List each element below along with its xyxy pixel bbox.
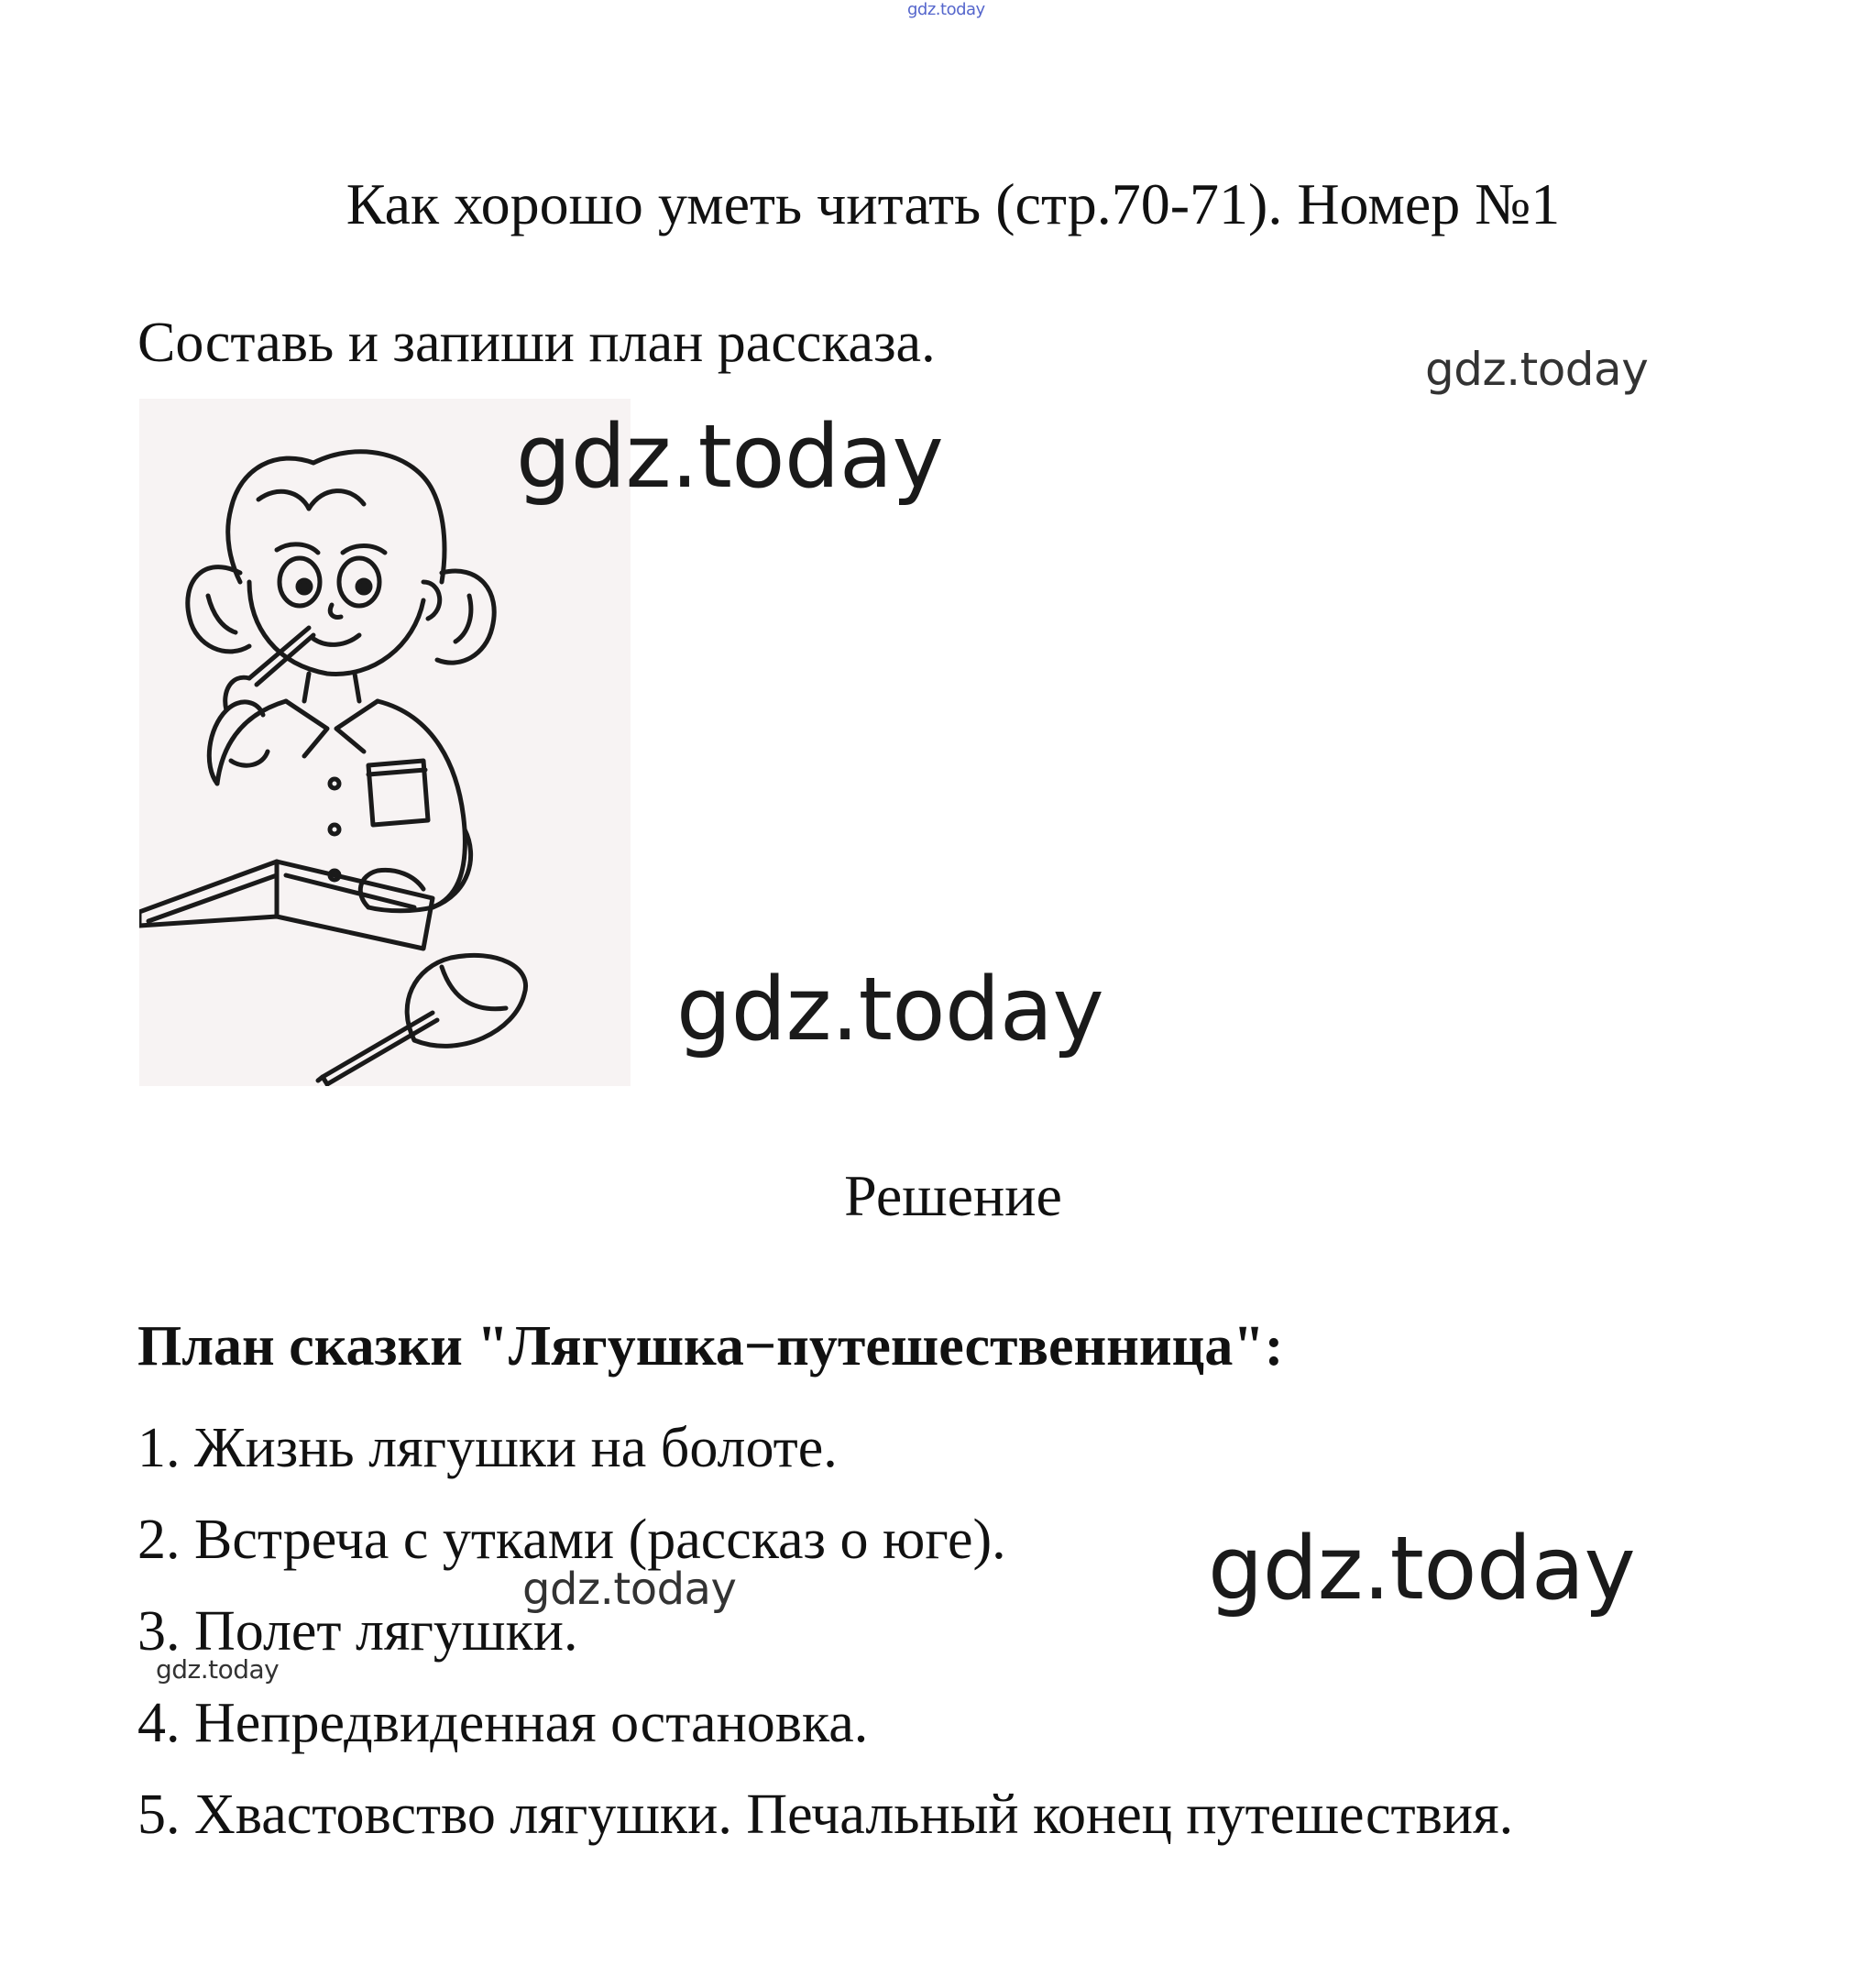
plan-item: 2. Встреча с утками (рассказ о юге). [137,1509,1006,1571]
watermark: gdz.today [156,1654,280,1685]
plan-item: 3. Полет лягушки. [137,1600,578,1663]
watermark: gdz.today [676,960,1104,1060]
watermark: gdz.today [516,407,944,508]
watermark: gdz.today [522,1564,737,1615]
plan-list [137,1402,1513,1861]
task-text: Составь и запиши план рассказа. [137,312,936,374]
watermark: gdz.today [1425,343,1649,396]
watermark: gdz.today [907,0,985,19]
plan-item: 4. Непредвиденная остановка. [137,1692,869,1754]
plan-item: 5. Хвастовство лягушки. Печальный конец путешествия. [137,1784,1514,1846]
plan-title: План сказки "Лягушка−путешественница": [137,1315,1284,1378]
plan-item: 1. Жизнь лягушки на болоте. [137,1417,838,1479]
page-title: Как хорошо уметь читать (стр.70-71). Номер №1 [346,171,1561,236]
watermark: gdz.today [1208,1519,1636,1619]
solution-heading: Решение [844,1163,1062,1228]
